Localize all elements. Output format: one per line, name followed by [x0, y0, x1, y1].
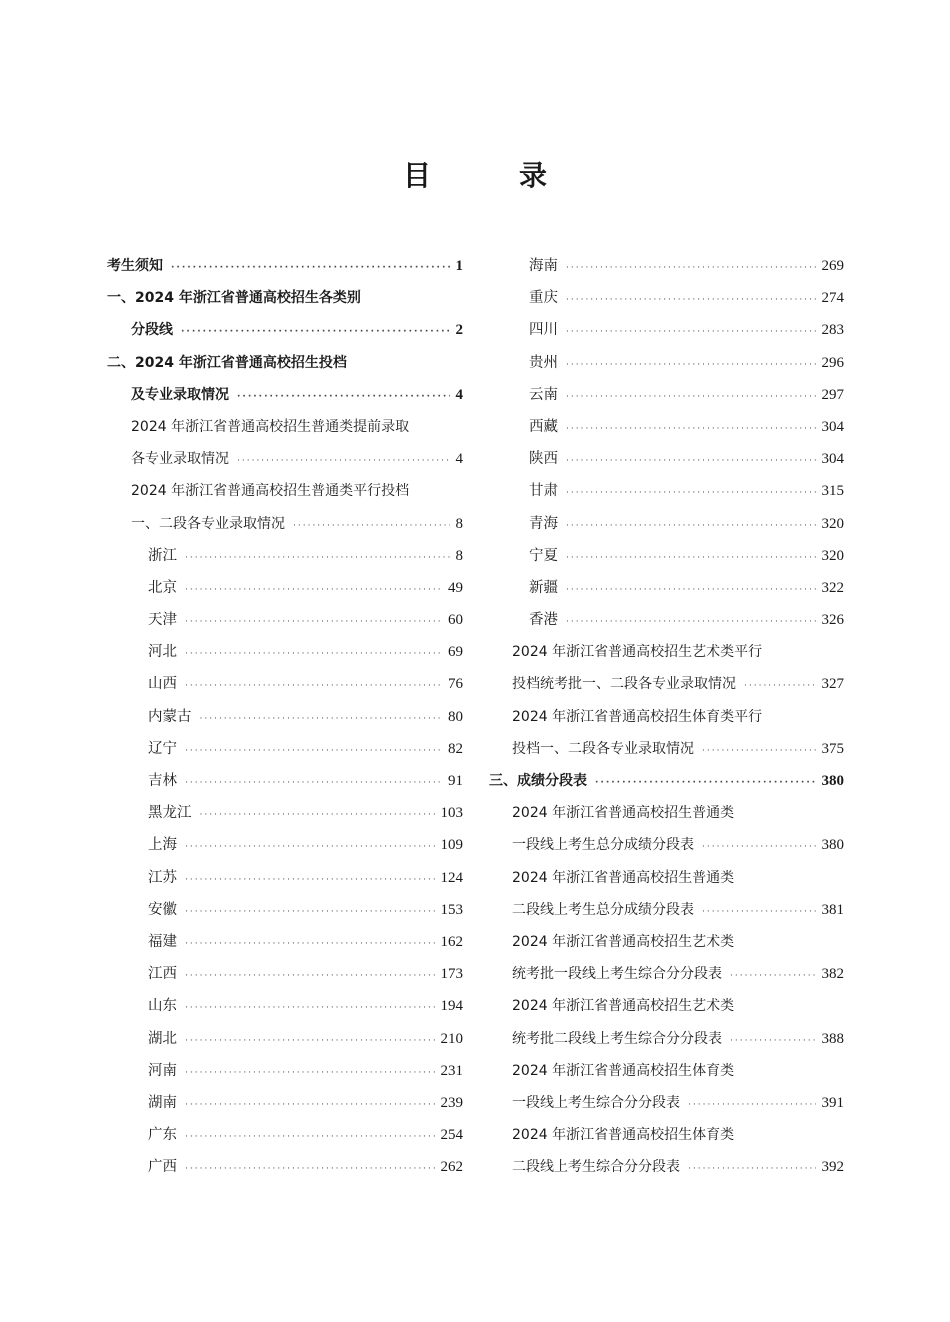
toc-entry-title: 一、2024 年浙江省普通高校招生各类别 — [107, 290, 361, 307]
toc-page-number: 388 — [821, 1030, 844, 1047]
toc-page-number: 254 — [440, 1127, 463, 1144]
dot-leader — [185, 767, 442, 799]
dot-leader — [688, 1153, 816, 1185]
toc-page-number: 210 — [440, 1030, 463, 1047]
toc-entry[interactable] — [107, 862, 463, 894]
dot-leader — [237, 381, 450, 413]
toc-page-number: 8 — [455, 515, 463, 532]
toc-page-number: 109 — [440, 837, 463, 854]
toc-entry[interactable] — [489, 540, 844, 572]
toc-entry — [489, 636, 844, 668]
toc-entry-title: 湖南 — [148, 1094, 177, 1111]
toc-entry-title: 甘肃 — [529, 483, 558, 500]
toc-page-number: 274 — [821, 290, 844, 307]
toc-entry-title: 一段线上考生综合分分段表 — [512, 1094, 680, 1111]
toc-page-number: 4 — [455, 386, 463, 403]
toc-page-number: 327 — [821, 676, 844, 693]
toc-entry-title: 黑龙江 — [148, 805, 192, 822]
toc-entry-title: 一、二段各专业录取情况 — [131, 515, 285, 532]
toc-entry-title: 福建 — [148, 933, 177, 950]
dot-leader — [185, 928, 435, 960]
toc-entry-title: 四川 — [529, 322, 558, 339]
dot-leader — [185, 1089, 435, 1121]
toc-entry-title: 江西 — [148, 966, 177, 983]
toc-entry-title: 2024 年浙江省普通高校招生普通类 — [512, 869, 735, 886]
toc-entry — [107, 347, 463, 379]
toc-entry-title: 云南 — [529, 386, 558, 403]
toc-entry[interactable] — [489, 411, 844, 443]
dot-leader — [566, 252, 816, 284]
toc-entry[interactable] — [107, 379, 463, 411]
toc-entry-title: 河北 — [148, 644, 177, 661]
toc-entry-title: 宁夏 — [529, 547, 558, 564]
toc-page-number: 80 — [448, 708, 463, 725]
toc-page-number: 194 — [440, 998, 463, 1015]
toc-entry[interactable] — [489, 1151, 844, 1183]
toc-entry-title: 香港 — [529, 612, 558, 629]
toc-entry-title: 内蒙古 — [148, 708, 192, 725]
dot-leader — [744, 670, 816, 702]
toc-entry[interactable] — [489, 894, 844, 926]
dot-leader — [185, 1057, 435, 1089]
dot-leader — [185, 606, 442, 638]
dot-leader — [702, 735, 816, 767]
toc-entry-title: 一段线上考生总分成绩分段表 — [512, 837, 694, 854]
toc-entry[interactable] — [107, 1023, 463, 1055]
toc-entry[interactable] — [107, 926, 463, 958]
dot-leader — [185, 670, 442, 702]
toc-entry-title: 广西 — [148, 1159, 177, 1176]
dot-leader — [185, 896, 435, 928]
toc-entry-title: 2024 年浙江省普通高校招生普通类平行投档 — [131, 483, 410, 500]
toc-page-number: 283 — [821, 322, 844, 339]
dot-leader — [730, 960, 816, 992]
dot-leader — [566, 574, 816, 606]
dot-leader — [702, 896, 816, 928]
toc-entry[interactable] — [107, 733, 463, 765]
toc-entry — [107, 411, 463, 443]
toc-entry[interactable] — [107, 829, 463, 861]
toc-entry[interactable] — [489, 314, 844, 346]
dot-leader — [185, 1121, 435, 1153]
toc-page-number: 322 — [821, 579, 844, 596]
toc-entry[interactable] — [489, 604, 844, 636]
toc-page-number: 381 — [821, 901, 844, 918]
toc-entry-title: 各专业录取情况 — [131, 451, 229, 468]
toc-entry-title: 2024 年浙江省普通高校招生体育类 — [512, 1062, 735, 1079]
toc-page-number: 392 — [821, 1159, 844, 1176]
toc-entry[interactable] — [107, 443, 463, 475]
toc-entry-title: 2024 年浙江省普通高校招生体育类平行 — [512, 708, 763, 725]
dot-leader — [185, 638, 442, 670]
dot-leader — [688, 1089, 816, 1121]
toc-entry[interactable] — [107, 1087, 463, 1119]
dot-leader — [702, 831, 816, 863]
toc-page-number: 162 — [440, 933, 463, 950]
dot-leader — [566, 413, 816, 445]
toc-entry[interactable] — [489, 765, 844, 797]
dot-leader — [566, 381, 816, 413]
dot-leader — [566, 284, 816, 316]
toc-entry[interactable] — [107, 604, 463, 636]
toc-entry-title: 二段线上考生总分成绩分段表 — [512, 901, 694, 918]
toc-entry-title: 山西 — [148, 676, 177, 693]
toc-entry-title: 二、2024 年浙江省普通高校招生投档 — [107, 354, 347, 371]
toc-entry[interactable] — [107, 1151, 463, 1183]
toc-page-number: 296 — [821, 354, 844, 371]
toc-page-number: 380 — [821, 837, 844, 854]
toc-entry-title: 2024 年浙江省普通高校招生普通类提前录取 — [131, 418, 410, 435]
toc-page-number: 262 — [440, 1159, 463, 1176]
dot-leader — [185, 864, 435, 896]
dot-leader — [185, 960, 435, 992]
toc-entry[interactable] — [107, 701, 463, 733]
toc-entry — [489, 1119, 844, 1151]
toc-page-number: 269 — [821, 258, 844, 274]
toc-entry — [489, 701, 844, 733]
toc-page-number: 8 — [455, 547, 463, 564]
toc-page-number: 91 — [448, 773, 463, 789]
dot-leader — [185, 992, 435, 1024]
dot-leader — [200, 703, 443, 735]
toc-page-number: 76 — [448, 676, 463, 693]
toc-entry-title: 安徽 — [148, 901, 177, 918]
toc-page-number: 231 — [440, 1062, 463, 1079]
dot-leader — [566, 606, 816, 638]
toc-entry[interactable] — [489, 829, 844, 861]
toc-entry[interactable] — [489, 379, 844, 411]
toc-left-column — [107, 250, 463, 1183]
toc-page-number: 382 — [821, 966, 844, 983]
toc-entry[interactable] — [107, 540, 463, 572]
toc-entry[interactable] — [107, 958, 463, 990]
dot-leader — [566, 445, 816, 477]
toc-entry[interactable] — [489, 1023, 844, 1055]
toc-entry-title: 二段线上考生综合分分段表 — [512, 1159, 680, 1176]
toc-entry-title: 江苏 — [148, 869, 177, 886]
toc-entry[interactable] — [107, 990, 463, 1022]
dot-leader — [293, 510, 450, 542]
toc-entry-title: 2024 年浙江省普通高校招生体育类 — [512, 1127, 735, 1144]
toc-entry-title: 河南 — [148, 1062, 177, 1079]
toc-entry-title: 投档统考批一、二段各专业录取情况 — [512, 676, 736, 693]
toc-entry-title: 西藏 — [529, 418, 558, 435]
toc-right-column — [489, 250, 844, 1183]
toc-page-number: 1 — [455, 258, 463, 274]
dot-leader — [566, 510, 816, 542]
dot-leader — [566, 542, 816, 574]
toc-page-number: 375 — [821, 740, 844, 757]
toc-entry[interactable] — [107, 894, 463, 926]
toc-page-number: 153 — [440, 901, 463, 918]
toc-page-number: 320 — [821, 547, 844, 564]
dot-leader — [185, 735, 442, 767]
toc-entry-title: 湖北 — [148, 1030, 177, 1047]
toc-page-number: 297 — [821, 386, 844, 403]
toc-entry[interactable] — [107, 1119, 463, 1151]
toc-entry[interactable] — [489, 572, 844, 604]
toc-page-number: 304 — [821, 418, 844, 435]
toc-entry[interactable] — [489, 508, 844, 540]
toc-entry[interactable] — [489, 1087, 844, 1119]
toc-page-number: 69 — [448, 644, 463, 661]
toc-entry-title: 2024 年浙江省普通高校招生艺术类平行 — [512, 644, 763, 661]
toc-entry[interactable] — [489, 443, 844, 475]
dot-leader — [237, 445, 450, 477]
toc-entry-title: 重庆 — [529, 290, 558, 307]
toc-entry[interactable] — [107, 250, 463, 282]
toc-page-number: 239 — [440, 1094, 463, 1111]
toc-entry-title: 青海 — [529, 515, 558, 532]
toc-page-number: 391 — [821, 1094, 844, 1111]
toc-page-number: 82 — [448, 740, 463, 757]
toc-entry-title: 北京 — [148, 579, 177, 596]
toc-entry-title: 吉林 — [148, 773, 177, 789]
toc-entry — [489, 797, 844, 829]
dot-leader — [181, 316, 450, 348]
toc-page-number: 103 — [440, 805, 463, 822]
dot-leader — [185, 831, 435, 863]
toc-entry[interactable] — [107, 1055, 463, 1087]
toc-entry[interactable] — [489, 282, 844, 314]
toc-page-number: 60 — [448, 612, 463, 629]
toc-entry-title: 广东 — [148, 1127, 177, 1144]
toc-entry[interactable] — [107, 636, 463, 668]
toc-page-number: 326 — [821, 612, 844, 629]
toc-entry — [107, 282, 463, 314]
dot-leader — [185, 1025, 435, 1057]
toc-entry-title: 新疆 — [529, 579, 558, 596]
toc-entry-title: 统考批二段线上考生综合分分段表 — [512, 1030, 722, 1047]
toc-entry-title: 2024 年浙江省普通高校招生艺术类 — [512, 933, 735, 950]
toc-entry-title: 考生须知 — [107, 258, 163, 274]
toc-entry-title: 投档一、二段各专业录取情况 — [512, 740, 694, 757]
toc-entry[interactable] — [489, 733, 844, 765]
dot-leader — [566, 316, 816, 348]
toc-entry-title: 陕西 — [529, 451, 558, 468]
toc-entry — [489, 1055, 844, 1087]
dot-leader — [566, 349, 816, 381]
toc-entry-title: 分段线 — [131, 322, 173, 339]
toc-entry[interactable] — [489, 475, 844, 507]
toc-entry[interactable] — [489, 347, 844, 379]
dot-leader — [566, 477, 816, 509]
dot-leader — [595, 767, 816, 799]
dot-leader — [730, 1025, 816, 1057]
toc-page-number: 380 — [821, 773, 844, 789]
toc-entry[interactable] — [107, 668, 463, 700]
toc-entry-title: 山东 — [148, 998, 177, 1015]
page-title: 目 录 — [402, 159, 577, 192]
toc-entry[interactable] — [107, 765, 463, 797]
toc-page-number: 320 — [821, 515, 844, 532]
toc-entry — [489, 990, 844, 1022]
toc-page-number: 173 — [440, 966, 463, 983]
toc-entry-title: 天津 — [148, 612, 177, 629]
toc-page-number: 4 — [455, 451, 463, 468]
toc-entry[interactable] — [489, 250, 844, 282]
toc-entry[interactable] — [107, 572, 463, 604]
toc-entry — [489, 926, 844, 958]
dot-leader — [185, 1153, 435, 1185]
dot-leader — [200, 799, 435, 831]
toc-entry[interactable] — [489, 668, 844, 700]
toc-page-number: 124 — [440, 869, 463, 886]
toc-entry-title: 统考批一段线上考生综合分分段表 — [512, 966, 722, 983]
toc-page-number: 304 — [821, 451, 844, 468]
toc-entry[interactable] — [107, 797, 463, 829]
toc-entry-title: 辽宁 — [148, 740, 177, 757]
toc-page-number: 49 — [448, 579, 463, 596]
dot-leader — [185, 574, 442, 606]
toc-entry — [107, 475, 463, 507]
dot-leader — [185, 542, 450, 574]
dot-leader — [171, 252, 450, 284]
toc-entry — [489, 862, 844, 894]
toc-entry[interactable] — [107, 508, 463, 540]
toc-entry-title: 及专业录取情况 — [131, 386, 229, 403]
toc-page-number: 2 — [455, 322, 463, 339]
toc-entry-title: 2024 年浙江省普通高校招生艺术类 — [512, 998, 735, 1015]
toc-entry-title: 上海 — [148, 837, 177, 854]
toc-entry-title: 三、成绩分段表 — [489, 773, 587, 789]
toc-entry-title: 海南 — [529, 258, 558, 274]
toc-entry-title: 浙江 — [148, 547, 177, 564]
toc-entry-title: 2024 年浙江省普通高校招生普通类 — [512, 805, 735, 822]
toc-entry[interactable] — [107, 314, 463, 346]
toc-entry[interactable] — [489, 958, 844, 990]
toc-entry-title: 贵州 — [529, 354, 558, 371]
toc-page-number: 315 — [821, 483, 844, 500]
